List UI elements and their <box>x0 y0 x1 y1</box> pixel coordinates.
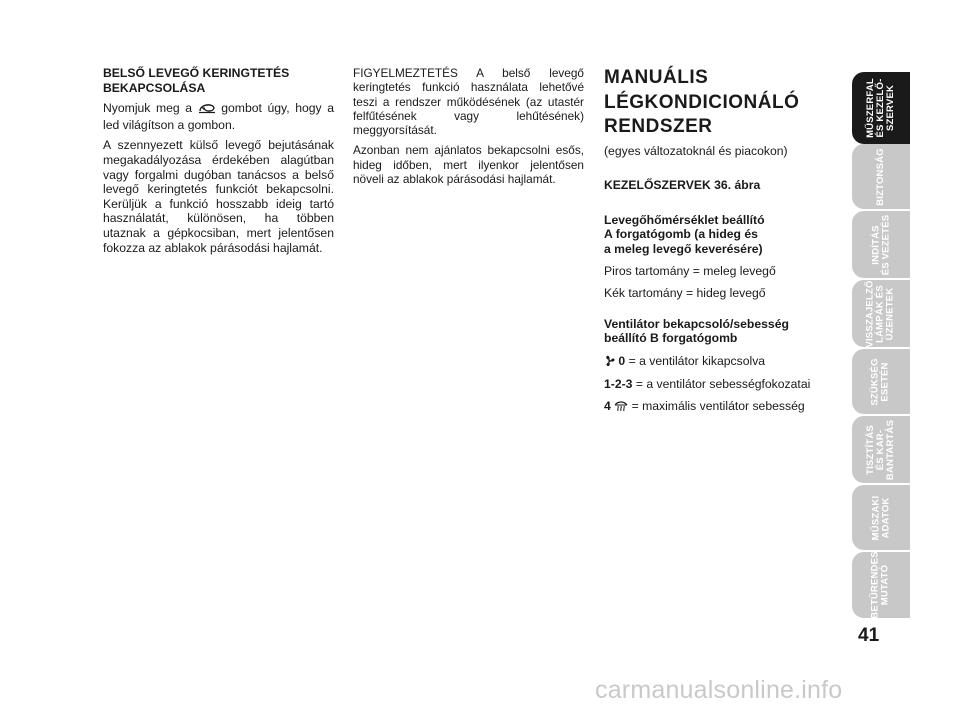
tab-label: TISZTÍTÁS ÉS KAR- BANTARTÁS <box>865 419 897 480</box>
tab-index[interactable] <box>852 552 910 618</box>
max-fan-defrost-icon <box>614 400 628 416</box>
red-range-text: Piros tartomány = meleg levegő <box>604 264 776 279</box>
recirculation-advice: A szennyezett külső levegő bejutásának megakadályozása érdekében alagútban vagy forgalmi dugóban tanácsos a belső levegő keringtetés funkciót bekapcsolni. Kerüljük a funkció hosszabb ideig tartó használatát, különösen, ha többen utaznak a gépkocsiban, mert jelentősen fokozza az ablakok párásodási hajlamát. <box>103 138 334 255</box>
blue-range-text: Kék tartomány = hideg levegő <box>604 286 766 301</box>
tab-label: MŰSZAKI ADATOK <box>870 495 891 540</box>
fan-off-line: 0 = a ventilátor kikapcsolva <box>604 354 839 371</box>
fan-speeds-line: 1-2-3 = a ventilátor sebességfokozatai <box>604 377 811 392</box>
warning-paragraph-2: Azonban nem ajánlatos bekapcsolni esős, hideg időben, mert ilyenkor jelentősen növeli az ablakok párásodási hajlamát. <box>353 143 584 187</box>
temperature-heading: Levegőhőmérséklet beállító A forgatógomb (a hideg és a meleg levegő keverésére) <box>604 212 765 256</box>
tab-label: VISSZAJELZŐ LÁMPÁK ÉS ÜZENETEK <box>865 279 897 348</box>
recirculation-icon <box>198 102 216 118</box>
tab-label: MŰSZERFAL ÉS KEZELŐ- SZERVEK <box>865 78 897 138</box>
recirculation-instruction: Nyomjuk meg a gombot úgy, hogy a led világítson a gombon. <box>103 101 334 132</box>
fan-max-line: 4 = maximális ventilátor sebesség <box>604 399 839 416</box>
tab-label: INDÍTÁS ÉS VEZETÉS <box>870 214 892 275</box>
page-number: 41 <box>858 625 880 646</box>
left-column <box>103 66 334 261</box>
right-column <box>604 66 839 423</box>
tab-label: SZÜKSÉG ESETÉN <box>869 357 891 406</box>
fan-heading: Ventilátor bekapcsoló/sebesség beállító B forgatógomb <box>604 316 789 346</box>
section-heading-recirculation: BELSŐ LEVEGŐ KERINGTETÉS BEKAPCSOLÁSA <box>103 66 290 95</box>
tab-starting-driving[interactable] <box>852 211 910 278</box>
tab-safety[interactable] <box>852 144 910 209</box>
warning-paragraph: FIGYELMEZTETÉS A belső levegő keringtetés funkció használata lehetővé teszi a rendszer működésének (az utastér felfűtésének vagy lehűtésének) meggyorsítását. <box>353 66 584 138</box>
page-title: MANUÁLIS LÉGKONDICIONÁLÓ RENDSZER <box>604 67 800 137</box>
middle-column <box>353 66 584 192</box>
tab-label: BETŰRENDES MUTATÓ <box>870 551 892 619</box>
controls-heading: KEZELŐSZERVEK 36. ábra <box>604 178 761 193</box>
tab-label: BIZTONSÁG <box>874 147 886 206</box>
fan-icon <box>604 355 615 371</box>
watermark: carmanualsonline.info <box>595 676 843 704</box>
tab-emergency[interactable] <box>852 349 910 414</box>
tab-care-maintenance[interactable] <box>852 416 910 483</box>
tab-instruments-controls[interactable] <box>852 72 910 144</box>
page-subtitle: (egyes változatoknál és piacokon) <box>604 143 788 158</box>
tab-warning-lights[interactable] <box>852 280 910 347</box>
tab-technical-data[interactable] <box>852 485 910 550</box>
